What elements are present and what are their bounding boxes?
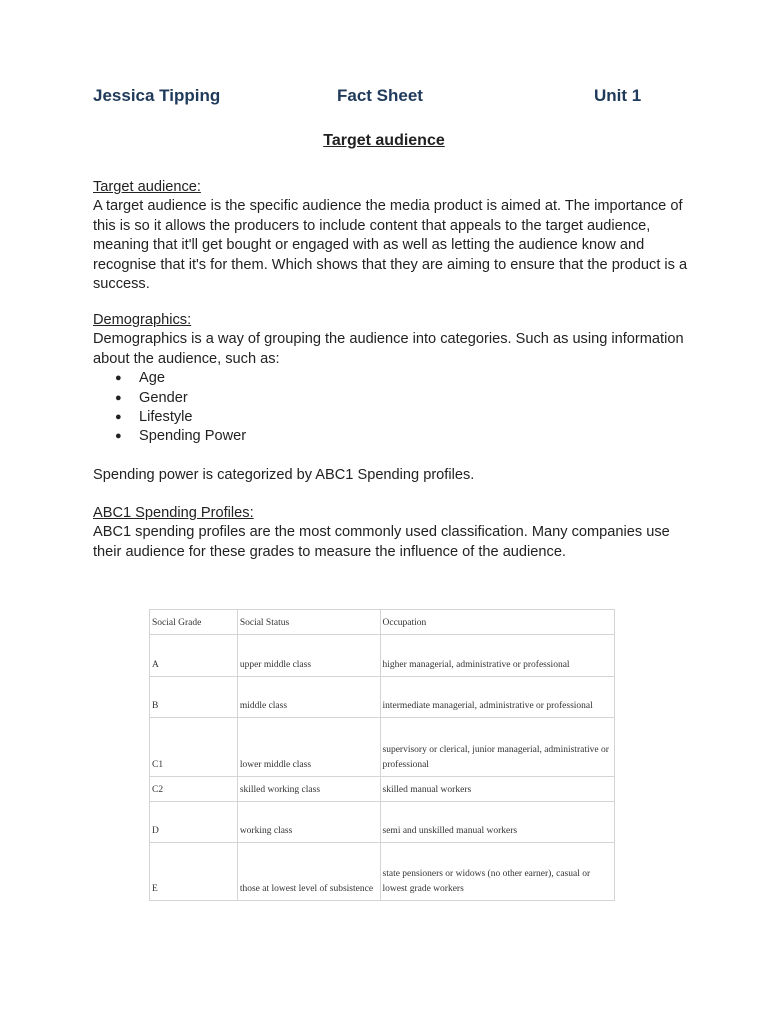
- table-row: [150, 677, 615, 718]
- demographics-heading: Demographics:: [93, 312, 192, 328]
- table-row: [150, 802, 615, 843]
- table-row: [150, 718, 615, 777]
- table-cell: E: [150, 843, 238, 901]
- social-grade-table: [149, 609, 615, 901]
- header-sheet-label: Fact Sheet: [337, 86, 423, 105]
- table-cell: C1: [150, 718, 238, 777]
- table-cell: lower middle class: [237, 718, 380, 777]
- table-cell: state pensioners or widows (no other earner), casual or lowest grade workers: [380, 843, 614, 901]
- list-item: ● Spending Power: [93, 427, 693, 446]
- table-cell: skilled working class: [237, 777, 380, 802]
- target-audience-heading: Target audience:: [93, 179, 201, 195]
- demographics-section: [93, 311, 693, 447]
- table-cell: supervisory or clerical, junior managerial, administrative or professional: [380, 718, 614, 777]
- demographics-list: [93, 369, 693, 447]
- table-cell: C2: [150, 777, 238, 802]
- list-item: ● Age: [93, 369, 693, 388]
- table-row: [150, 843, 615, 901]
- table-row: [150, 635, 615, 677]
- table-cell: upper middle class: [237, 635, 380, 677]
- demographics-paragraph: Demographics is a way of grouping the audience into categories. Such as using information about the audience, such as:: [93, 331, 684, 367]
- table-row: [150, 777, 615, 802]
- table-cell: B: [150, 677, 238, 718]
- abc1-heading: ABC1 Spending Profiles:: [93, 505, 254, 521]
- header-cell: Social Status: [237, 610, 380, 635]
- header-cell: Occupation: [380, 610, 614, 635]
- page-title: Target audience: [323, 132, 445, 149]
- abc1-paragraph: ABC1 spending profiles are the most commonly used classification. Many companies use their audience for these grades to measure the influence of the audience.: [93, 524, 670, 560]
- spending-power-note: Spending power is categorized by ABC1 Spending profiles.: [93, 467, 475, 483]
- abc1-section: [93, 504, 693, 562]
- list-item: ● Lifestyle: [93, 408, 693, 427]
- table-cell: middle class: [237, 677, 380, 718]
- target-audience-section: [93, 178, 693, 294]
- table-cell: skilled manual workers: [380, 777, 614, 802]
- table-cell: those at lowest level of subsistence: [237, 843, 380, 901]
- table-cell: intermediate managerial, administrative or professional: [380, 677, 614, 718]
- table-cell: D: [150, 802, 238, 843]
- header-unit: Unit 1: [594, 86, 642, 105]
- target-audience-paragraph: A target audience is the specific audience the media product is aimed at. The importance of this is so it allows the producers to include content that appeals to the target audience, meaning that it'll get bought or engaged with as well as letting the audience know and recognise that it's for them. Which shows that they are aiming to ensure that the product is a success.: [93, 198, 688, 293]
- table-cell: A: [150, 635, 238, 677]
- header-name: Jessica Tipping: [93, 86, 221, 105]
- header-cell: Social Grade: [150, 610, 238, 635]
- table-cell: higher managerial, administrative or professional: [380, 635, 614, 677]
- list-item: ● Gender: [93, 389, 693, 408]
- table-cell: semi and unskilled manual workers: [380, 802, 614, 843]
- table-header-row: [150, 610, 615, 635]
- table-cell: working class: [237, 802, 380, 843]
